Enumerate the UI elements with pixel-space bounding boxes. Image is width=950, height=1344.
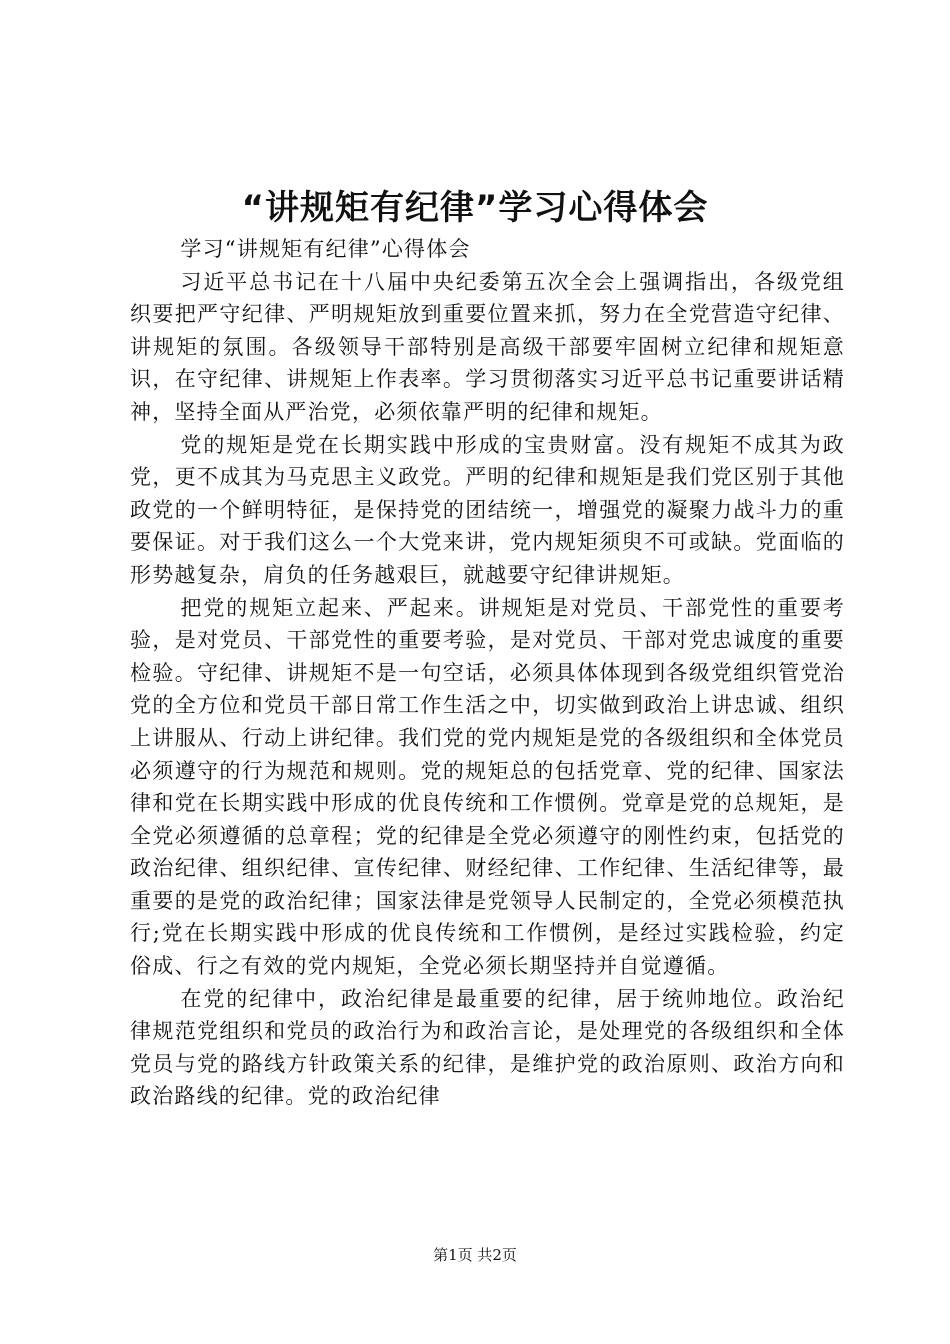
document-title: “讲规矩有纪律”学习心得体会 [241, 188, 709, 228]
document-body [130, 233, 845, 1113]
paragraph-3: 把党的规矩立起来、严起来。讲规矩是对党员、干部党性的重要考验，是对党员、干部党性的重要考验，是对党员、干部对党忠诚度的重要检验。守纪律、讲规矩不是一句空话，必须具体体现到各级党组织管党治党的全方位和党员干部日常工作生活之中，切实做到政治上讲忠诚、组织上讲服从、行动上讲纪律。我们党的党内规矩是党的各级组织和全体党员必须遵守的行为规范和规则。党的规矩总的包括党章、党的纪律、国家法律和党在长期实践中形成的优良传统和工作惯例。党章是党的总规矩，是全党必须遵循的总章程；党的纪律是全党必须遵守的刚性约束，包括党的政治纪律、组织纪律、宣传纪律、财经纪律、工作纪律、生活纪律等，最重要的是党的政治纪律；国家法律是党领导人民制定的，全党必须模范执行;党在长期实践中形成的优良传统和工作惯例，是经过实践检验，约定俗成、行之有效的党内规矩，全党必须长期坚持并自觉遵循。 [130, 595, 845, 979]
paragraph-subtitle: 学习“讲规矩有纪律”心得体会 [180, 237, 471, 261]
page-number-footer: 第1页 共2页 [433, 1246, 517, 1264]
paragraph-2: 党的规矩是党在长期实践中形成的宝贵财富。没有规矩不成其为政党，更不成其为马克思主义政党。严明的纪律和规矩是我们党区别于其他政党的一个鲜明特征，是保持党的团结统一，增强党的凝聚力战斗力的重要保证。对于我们这么一个大党来讲，党内规矩须臾不可或缺。党面临的形势越复杂，肩负的任务越艰巨，就越要守纪律讲规矩。 [130, 432, 845, 587]
paragraph-1: 习近平总书记在十八届中央纪委第五次全会上强调指出，各级党组织要把严守纪律、严明规矩放到重要位置来抓，努力在全党营造守纪律、讲规矩的氛围。各级领导干部特别是高级干部要牢固树立纪律和规矩意识，在守纪律、讲规矩上作表率。学习贯彻落实习近平总书记重要讲话精神，坚持全面从严治党，必须依靠严明的纪律和规矩。 [130, 269, 845, 424]
paragraph-4: 在党的纪律中，政治纪律是最重要的纪律，居于统帅地位。政治纪律规范党组织和党员的政治行为和政治言论，是处理党的各级组织和全体党员与党的路线方针政策关系的纪律，是维护党的政治原则、政治方向和政治路线的纪律。党的政治纪律 [130, 986, 845, 1109]
